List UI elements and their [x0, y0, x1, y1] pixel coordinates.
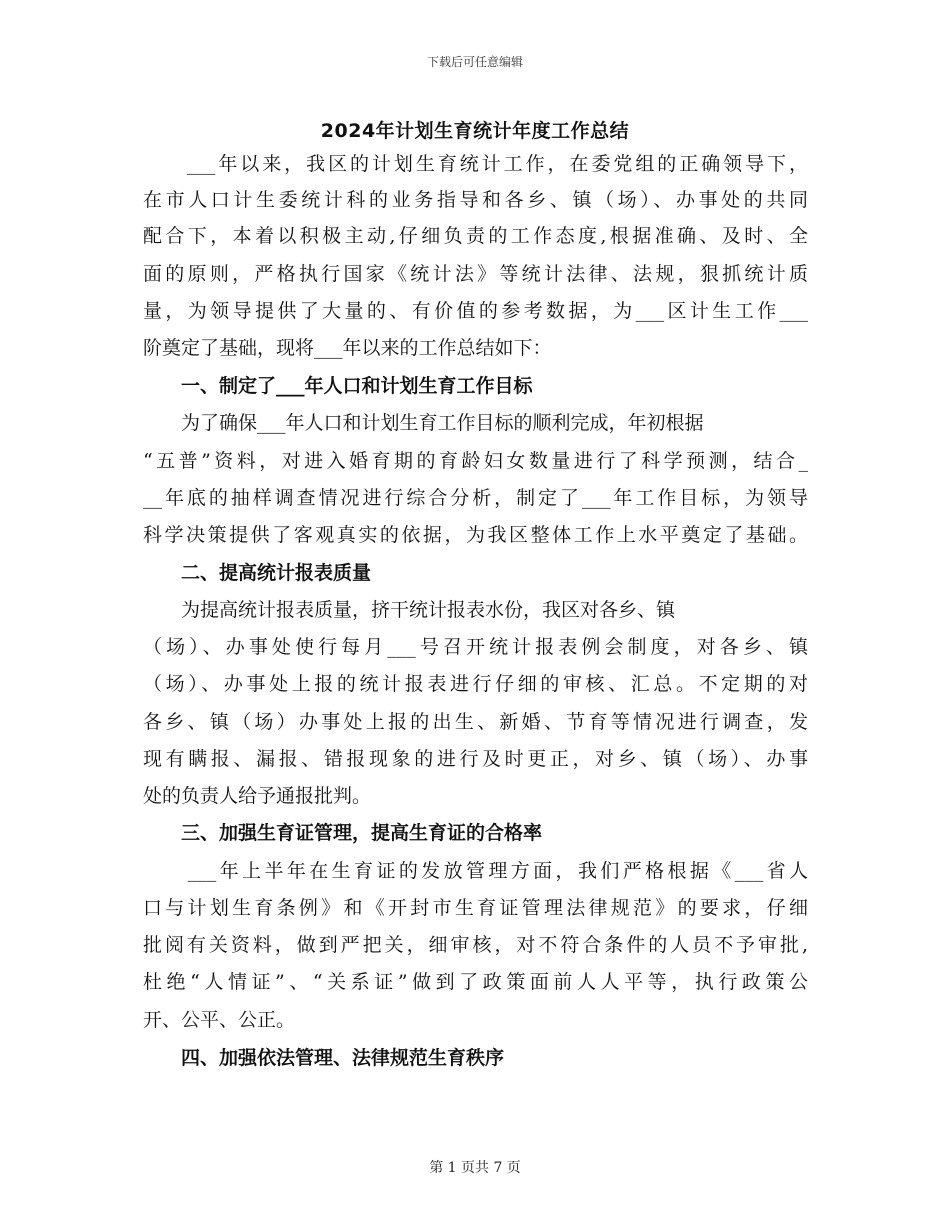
body-line: 口与计划生育条例》和《开封市生育证管理法律规范》的要求，仔细 — [143, 897, 808, 919]
body-line: 阶奠定了基础，现将___年以来的工作总结如下： — [143, 337, 552, 359]
document-title: 2024年计划生育统计年度工作总结 — [320, 120, 630, 142]
body-line: 在市人口计生委统计科的业务指导和各乡、镇（场）、办事处的共同 — [143, 189, 808, 211]
body-line: 为提高统计报表质量，挤干统计报表水份，我区对各乡、镇 — [143, 599, 676, 621]
body-line: 量，为领导提供了大量的、有价值的参考数据，为___区计生工作___ — [143, 300, 808, 322]
section-heading-2: 二、提高统计报表质量 — [143, 562, 372, 584]
body-line: ___年以来，我区的计划生育统计工作，在委党组的正确领导下， — [143, 153, 808, 175]
body-line: 配合下，本着以积极主动,仔细负责的工作态度,根据准确、及时、全 — [143, 225, 808, 247]
body-line: 面的原则，严格执行国家《统计法》等统计法律、法规，狠抓统计质 — [143, 263, 808, 285]
body-line: 处的负责人给予通报批判。 — [143, 785, 372, 807]
section-heading-3: 三、加强生育证管理，提高生育证的合格率 — [143, 822, 543, 844]
body-line: 杜绝“人情证”、“关系证”做到了政策面前人人平等，执行政策公 — [143, 971, 808, 993]
body-line: 批阅有关资料，做到严把关，细审核，对不符合条件的人员不予审批, — [143, 934, 808, 956]
page-footer: 第 1 页共 7 页 — [429, 1160, 521, 1176]
body-line: 现有瞒报、漏报、错报现象的进行及时更正，对乡、镇（场）、办事 — [143, 748, 808, 770]
section-heading-1: 一、制定了___年人口和计划生育工作目标 — [143, 375, 533, 397]
body-line: （场）、办事处使行每月___号召开统计报表例会制度，对各乡、镇 — [143, 636, 808, 658]
section-heading-4: 四、加强依法管理、法律规范生育秩序 — [143, 1047, 505, 1069]
body-line: __年底的抽样调查情况进行综合分析，制定了___年工作目标，为领导 — [143, 487, 808, 509]
body-line: “五普”资料，对进入婚育期的育龄妇女数量进行了科学预测，结合_ — [143, 450, 808, 472]
body-line: ___年上半年在生育证的发放管理方面，我们严格根据《___省人 — [143, 860, 808, 882]
body-line: 开、公平、公正。 — [143, 1009, 296, 1031]
body-line: （场）、办事处上报的统计报表进行仔细的审核、汇总。不定期的对 — [143, 673, 808, 695]
body-line: 科学决策提供了客观真实的依据，为我区整体工作上水平奠定了基础。 — [143, 524, 808, 546]
body-line: 各乡、镇（场）办事处上报的出生、新婚、节育等情况进行调查，发 — [143, 711, 808, 733]
body-line: 为了确保___年人口和计划生育工作目标的顺利完成，年初根据 — [143, 412, 704, 434]
page-header: 下载后可任意编辑 — [426, 55, 523, 69]
